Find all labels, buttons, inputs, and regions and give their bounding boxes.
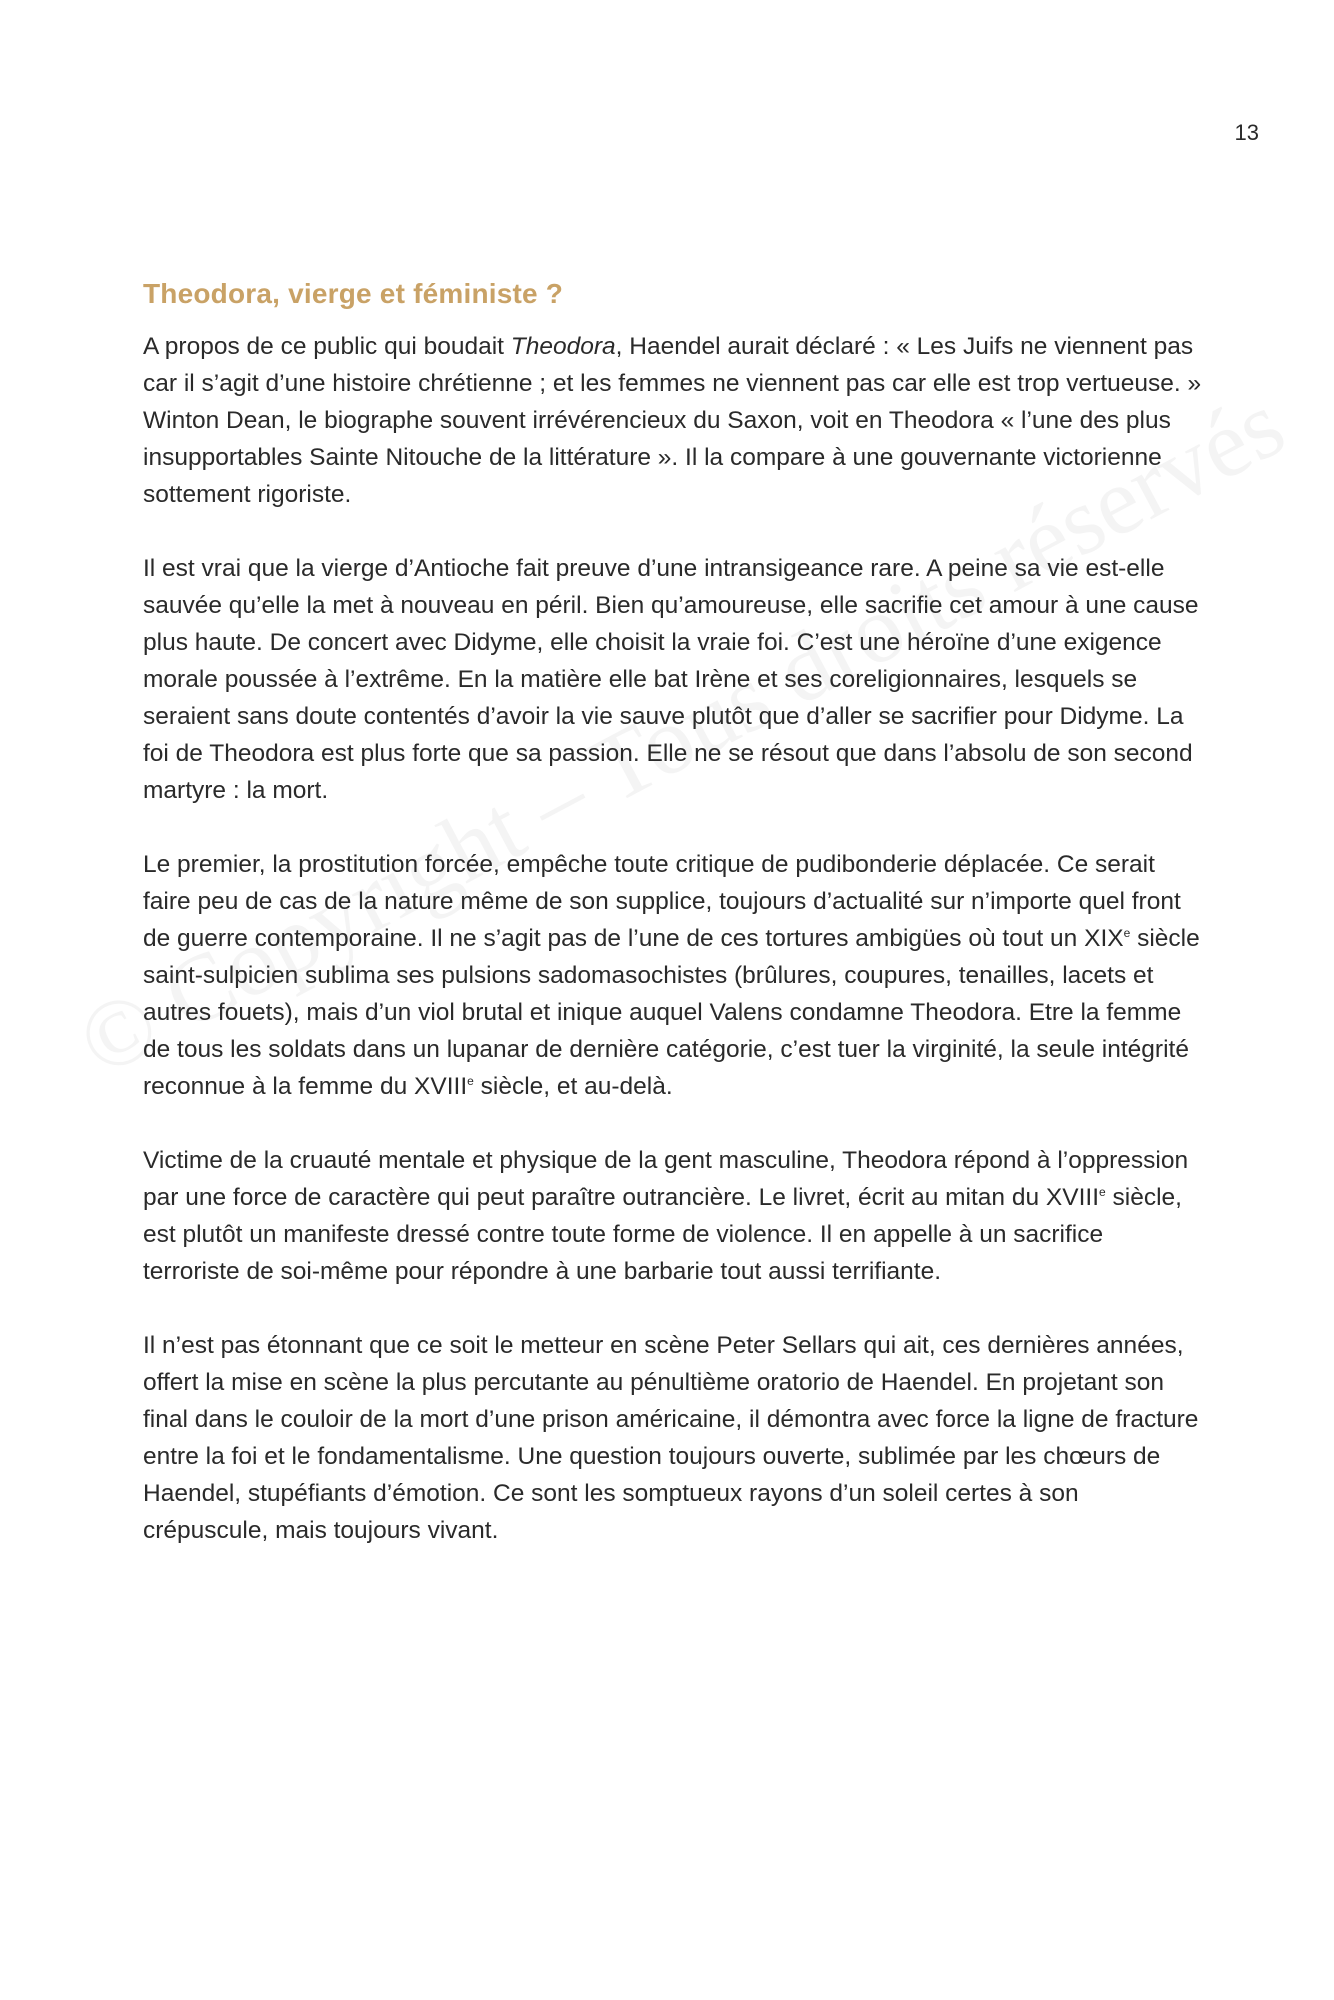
century-superscript: e <box>467 1074 474 1088</box>
paragraph-4 <box>143 1142 1203 1290</box>
paragraph-1 <box>143 328 1203 513</box>
paragraph-4-text-a: Victime de la cruauté mentale et physique de la gent masculine, Theodora répond à l’oppression par une force de caractère qui peut paraître outrancière. Le livret, écrit au mitan du XVIII <box>143 1147 1189 1211</box>
paragraph-2: Il est vrai que la vierge d’Antioche fait preuve d’une intransigeance rare. A peine sa vie est-elle sauvée qu’elle la met à nouveau en péril. Bien qu’amoureuse, elle sacrifie cet amour à une cause plus haute. De concert avec Didyme, elle choisit la vraie foi. C’est une héroïne d’une exigence morale poussée à l’extrême. En la matière elle bat Irène et ses coreligionnaires, lesquels se seraient sans doute contentés d’avoir la vie sauve plutôt que d’aller se sacrifier pour Didyme. La foi de Theodora est plus forte que sa passion. Elle ne se résout que dans l’absolu de son second martyre : la mort. <box>143 555 1199 804</box>
page-content <box>143 278 1203 1586</box>
page-number: 13 <box>1234 120 1259 145</box>
paragraph-1-text-start: A propos de ce public qui boudait <box>143 333 511 360</box>
paragraph-1-text-end: , Haendel aurait déclaré : « Les Juifs ne viennent pas car il s’agit d’une histoire chrétienne ; et les femmes ne viennent pas car elle est trop vertueuse. » Winton Dean, le biographe souvent irrévérencieux du Saxon, voit en Theodora « l’une des plus insupportables Sainte Nitouche de la littérature ». Il la compare à une gouvernante victorienne sottement rigoriste. <box>143 333 1202 508</box>
section-title: Theodora, vierge et féministe ? <box>143 278 564 309</box>
paragraph-3-text-a: Le premier, la prostitution forcée, empêche toute critique de pudibonderie déplacée. Ce serait faire peu de cas de la nature même de son supplice, toujours d’actualité sur n’importe quel front de guerre contemporaine. Il ne s’agit pas de l’une de ces tortures ambigües où tout un XIX <box>143 851 1181 952</box>
paragraph-4-text-b: siècle, est plutôt un manifeste dressé contre toute forme de violence. Il en appelle à un sacrifice terroriste de soi-même pour répondre à une barbarie tout aussi terrifiante. <box>143 1184 1182 1285</box>
paragraph-3-text-b: siècle saint-sulpicien sublima ses pulsions sadomasochistes (brûlures, coupures, tenailles, lacets et autres fouets), mais d’un viol brutal et inique auquel Valens condamne Theodora. Etre la femme de tous les soldats dans un lupanar de dernière catégorie, c’est tuer la virginité, la seule intégrité reconnue à la femme du XVIII <box>143 925 1200 1100</box>
work-title-italic: Theodora <box>510 333 616 360</box>
century-superscript: e <box>1123 926 1131 940</box>
paragraph-3 <box>143 846 1203 1105</box>
paragraph-3-text-c: siècle, et au-delà. <box>473 1073 673 1100</box>
century-superscript: e <box>1099 1185 1106 1199</box>
paragraph-5: Il n’est pas étonnant que ce soit le metteur en scène Peter Sellars qui ait, ces dernières années, offert la mise en scène la plus percutante au pénultième oratorio de Haendel. En projetant son final dans le couloir de la mort d’une prison américaine, il démontra avec force la ligne de fracture entre la foi et le fondamentalisme. Une question toujours ouverte, sublimée par les chœurs de Haendel, stupéfiants d’émotion. Ce sont les somptueux rayons d’un soleil certes à son crépuscule, mais toujours vivant. <box>143 1332 1199 1544</box>
